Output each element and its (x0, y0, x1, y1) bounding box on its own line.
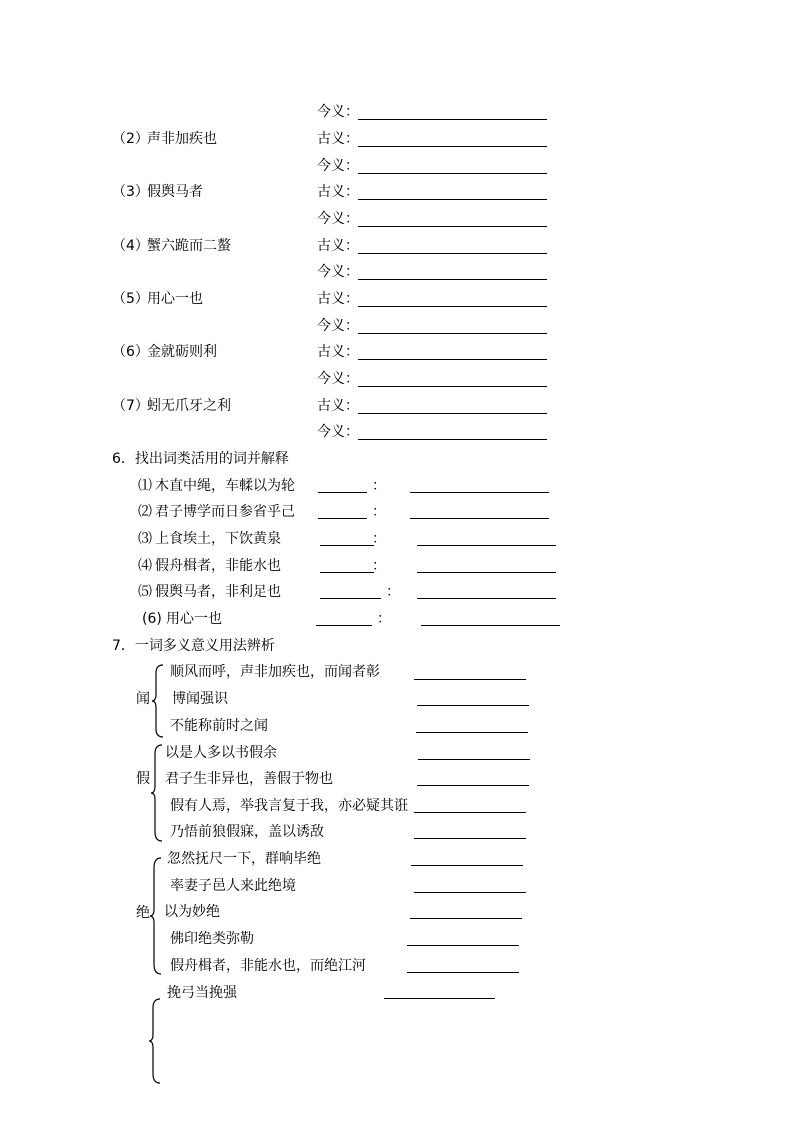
q7-sentence: 不能称前时之闻 (170, 718, 268, 734)
q5-item-number: （7） (112, 398, 149, 414)
q6-item-text: 用心一也 (166, 611, 222, 627)
q5-item-text: 用心一也 (147, 291, 203, 307)
meaning-blank[interactable] (414, 892, 526, 893)
jin-label: 今义： (317, 424, 359, 440)
q7-sentence: 以是人多以书假余 (165, 745, 277, 761)
q7-sentence: 顺风而呼，声非加疾也，而闻者彰 (170, 664, 380, 680)
polysemy-char: 绝 (136, 905, 150, 921)
colon: ： (372, 531, 386, 547)
q7-sentence: 挽弓当挽强 (167, 985, 237, 1001)
q6-item-number: ⑵ (138, 504, 152, 520)
explanation-blank[interactable] (410, 518, 549, 519)
meaning-blank[interactable] (407, 972, 519, 973)
answer-blank[interactable] (358, 279, 547, 280)
answer-blank[interactable] (358, 226, 547, 227)
q6-item-number: ⑶ (138, 531, 152, 547)
gu-label: 古义： (317, 238, 359, 254)
word-blank[interactable] (318, 492, 367, 493)
q6-item-number: ⑷ (138, 558, 152, 574)
q5-item-text: 声非加疾也 (147, 131, 217, 147)
q6-item-text: 君子博学而日参省乎己 (155, 504, 295, 520)
q7-sentence: 佛印绝类弥勒 (170, 931, 254, 947)
answer-blank[interactable] (358, 386, 547, 387)
q5-item-number: （4） (112, 238, 149, 254)
q7-sentence: 假有人焉，举我言复于我，亦必疑其诳 (170, 798, 408, 814)
q6-item-text: 假舟楫者，非能水也 (155, 558, 281, 574)
answer-blank[interactable] (358, 333, 547, 334)
answer-blank[interactable] (358, 173, 547, 174)
meaning-blank[interactable] (418, 759, 530, 760)
meaning-blank[interactable] (414, 679, 526, 680)
q5-item-text: 蟹六跪而二螯 (147, 238, 231, 254)
left-brace (148, 998, 162, 1084)
explanation-blank[interactable] (417, 572, 556, 573)
answer-blank[interactable] (358, 253, 547, 254)
answer-blank[interactable] (358, 306, 547, 307)
gu-label: 古义： (317, 291, 359, 307)
meaning-blank[interactable] (416, 732, 528, 733)
colon: ： (372, 478, 386, 494)
q7-heading: 7．一词多义意义用法辨析 (112, 638, 275, 654)
polysemy-char: 闻 (136, 691, 150, 707)
jin-label: 今义： (317, 104, 359, 120)
meaning-blank[interactable] (407, 945, 519, 946)
q7-sentence: 乃悟前狼假寐，盖以诱敌 (170, 824, 324, 840)
word-blank[interactable] (320, 545, 374, 546)
gu-label: 古义： (317, 344, 359, 360)
colon: ： (377, 611, 391, 627)
gu-label: 古义： (317, 398, 359, 414)
q6-item-text: 木直中绳，车輮以为轮 (155, 478, 295, 494)
colon: ： (372, 558, 386, 574)
q7-sentence: 博闻强识 (172, 691, 228, 707)
meaning-blank[interactable] (417, 705, 529, 706)
q6-item-number: ⑸ (138, 584, 152, 600)
jin-label: 今义： (317, 158, 359, 174)
answer-blank[interactable] (358, 359, 547, 360)
answer-blank[interactable] (358, 146, 547, 147)
q6-heading: 6．找出词类活用的词并解释 (112, 451, 289, 467)
meaning-blank[interactable] (414, 812, 526, 813)
explanation-blank[interactable] (417, 598, 556, 599)
explanation-blank[interactable] (417, 545, 556, 546)
q7-sentence: 君子生非异也，善假于物也 (165, 771, 333, 787)
q5-item-text: 假舆马者 (147, 184, 203, 200)
colon: ： (386, 584, 400, 600)
q6-item-text: 假舆马者，非利足也 (155, 584, 281, 600)
q5-item-number: （6） (112, 344, 149, 360)
meaning-blank[interactable] (411, 865, 523, 866)
q6-item-text: 上食埃土，下饮黄泉 (155, 531, 281, 547)
meaning-blank[interactable] (384, 998, 495, 999)
word-blank[interactable] (318, 518, 367, 519)
answer-blank[interactable] (358, 413, 547, 414)
q7-sentence: 以为妙绝 (164, 904, 220, 920)
word-blank[interactable] (320, 598, 381, 599)
meaning-blank[interactable] (417, 785, 529, 786)
polysemy-char: 假 (136, 771, 150, 787)
meaning-blank[interactable] (410, 918, 522, 919)
jin-label: 今义： (317, 371, 359, 387)
q5-item-text: 金就砺则利 (147, 344, 217, 360)
q5-item-number: （2） (112, 131, 149, 147)
answer-blank[interactable] (358, 439, 547, 440)
left-brace (150, 744, 164, 842)
meaning-blank[interactable] (414, 838, 526, 839)
explanation-blank[interactable] (421, 625, 560, 626)
q6-item-number: ⑴ (138, 478, 152, 494)
jin-label: 今义： (317, 264, 359, 280)
q7-sentence: 忽然抚尺一下，群响毕绝 (167, 851, 321, 867)
answer-blank[interactable] (358, 199, 547, 200)
word-blank[interactable] (316, 625, 372, 626)
gu-label: 古义： (317, 131, 359, 147)
explanation-blank[interactable] (410, 492, 549, 493)
left-brace (151, 664, 165, 738)
q6-item-number: (6) (142, 611, 162, 627)
answer-blank[interactable] (358, 119, 547, 120)
q5-item-number: （3） (112, 184, 149, 200)
q5-item-text: 蚓无爪牙之利 (147, 398, 231, 414)
colon: ： (372, 504, 386, 520)
q7-sentence: 率妻子邑人来此绝境 (170, 878, 296, 894)
gu-label: 古义： (317, 184, 359, 200)
q5-item-number: （5） (112, 291, 149, 307)
jin-label: 今义： (317, 211, 359, 227)
left-brace (149, 857, 163, 975)
jin-label: 今义： (317, 318, 359, 334)
q7-sentence: 假舟楫者，非能水也，而绝江河 (170, 958, 366, 974)
word-blank[interactable] (320, 572, 374, 573)
